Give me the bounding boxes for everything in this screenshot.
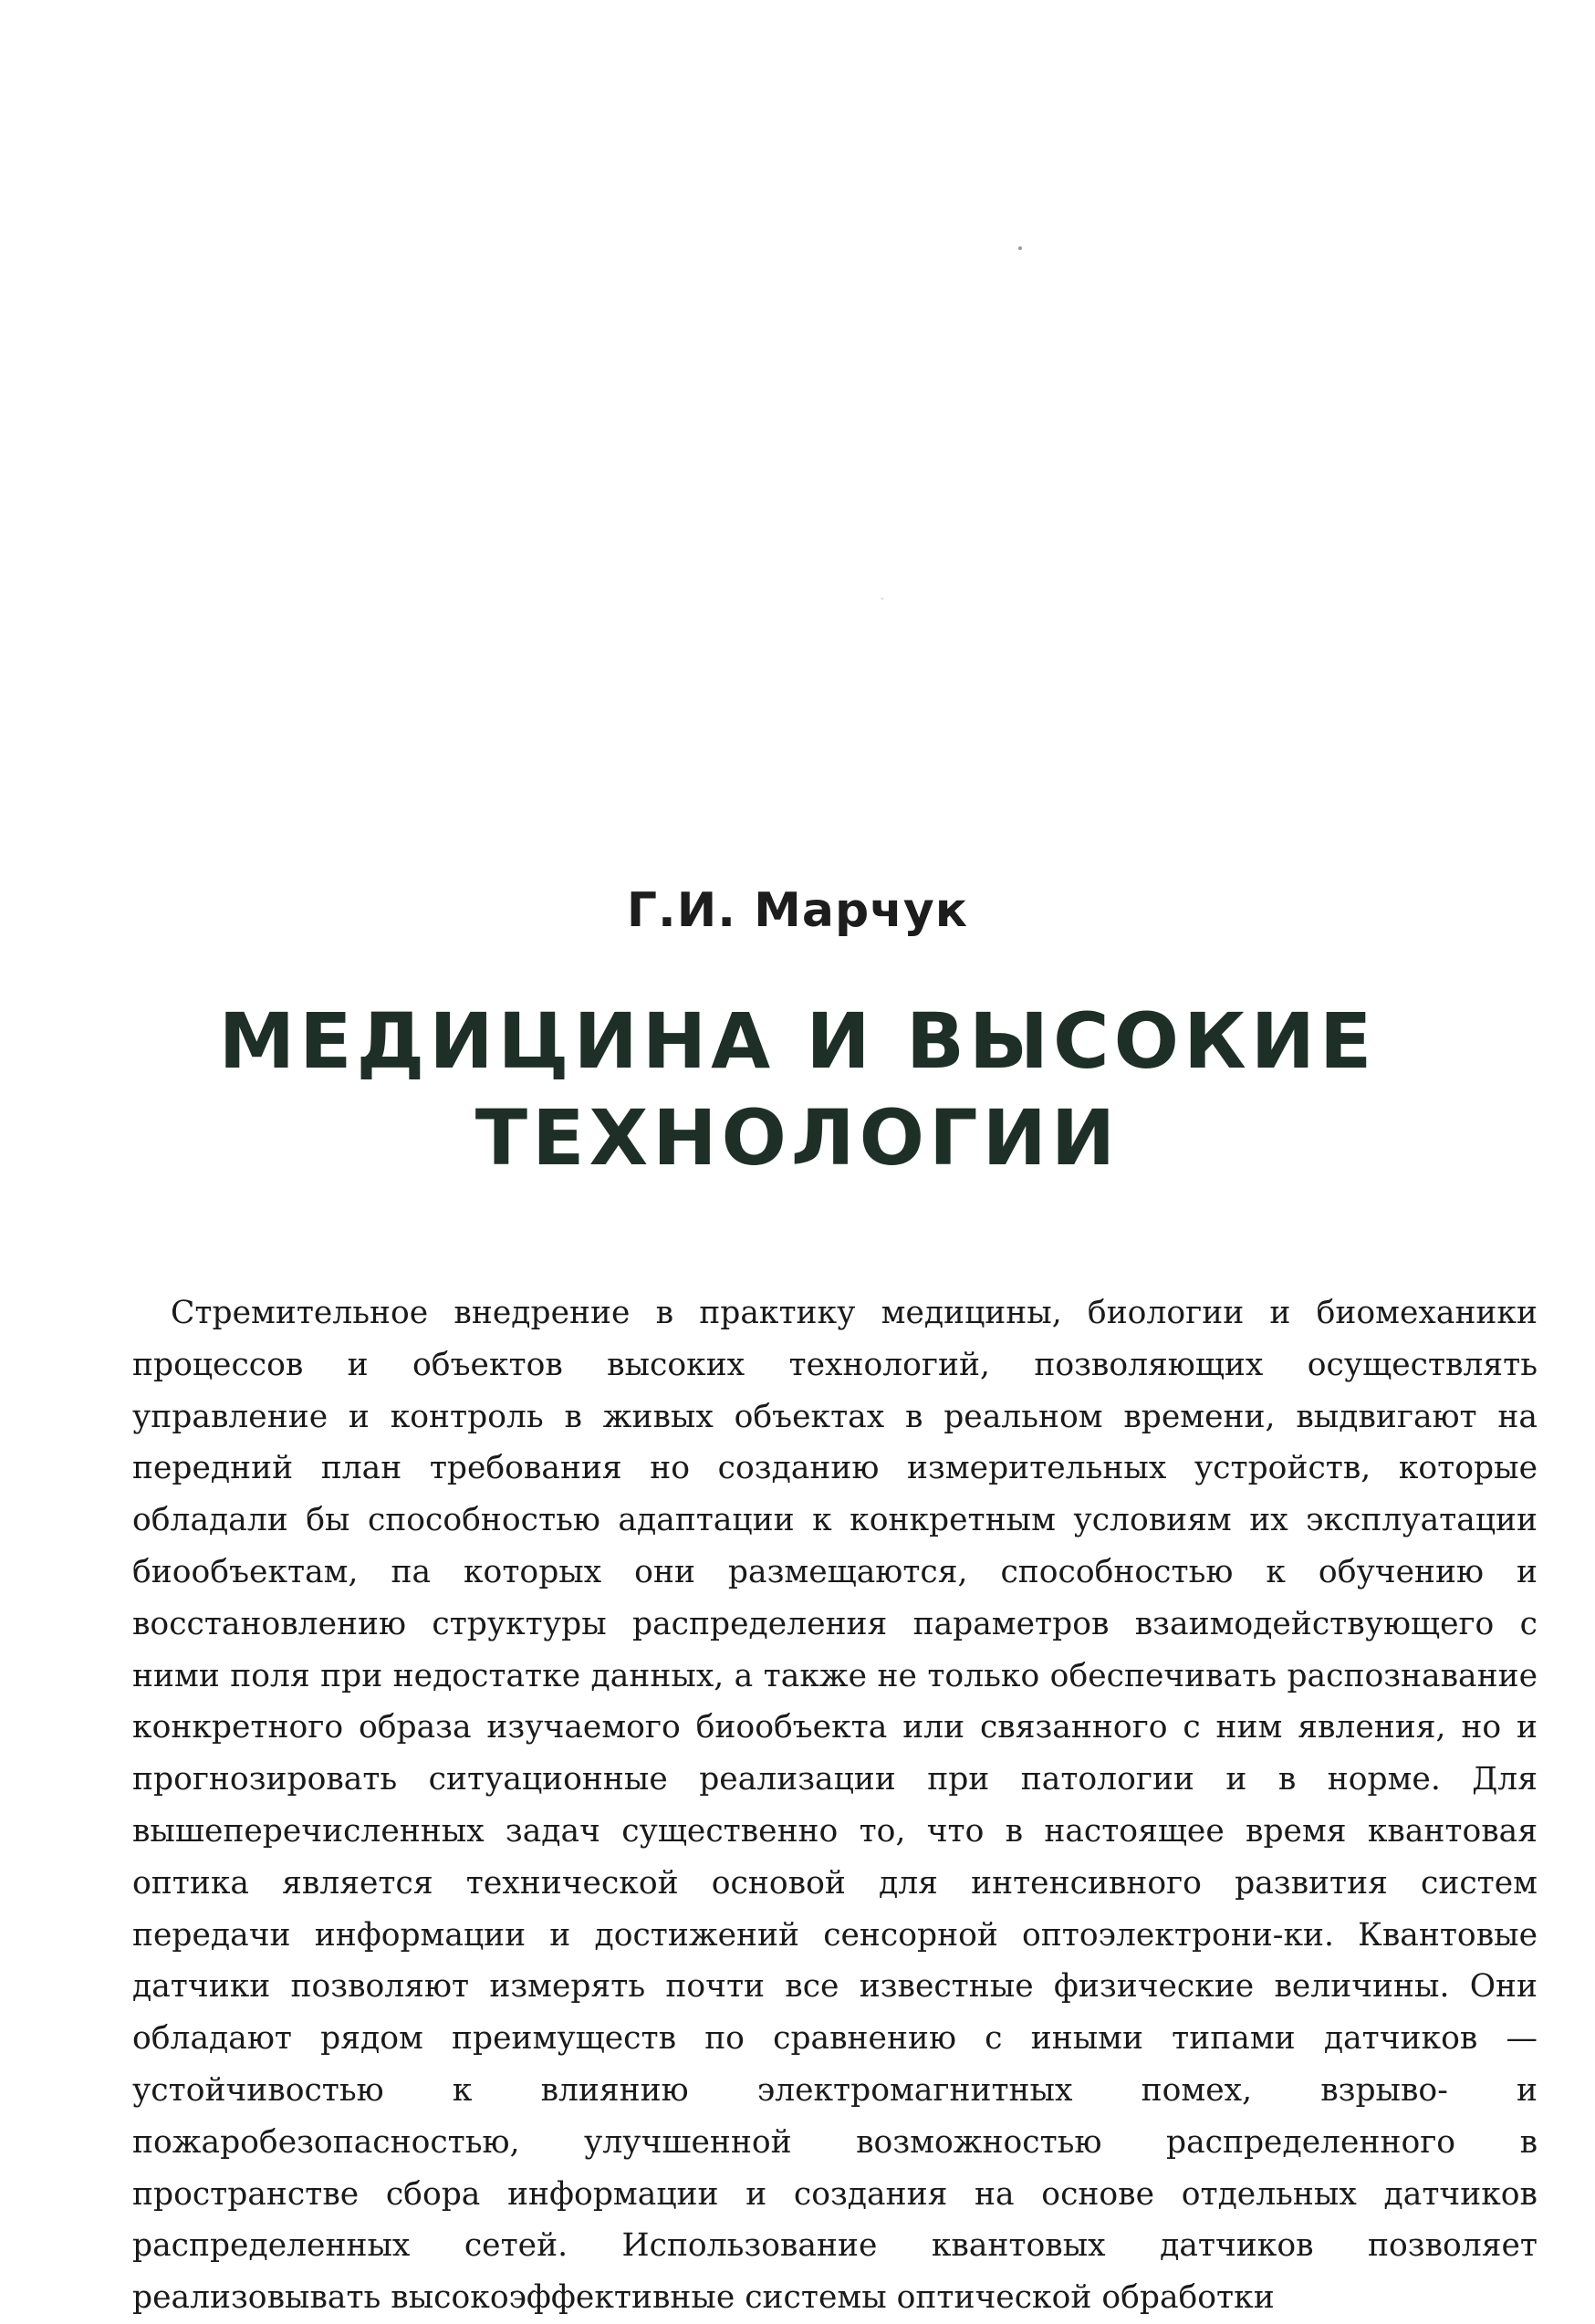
scan-speck: [881, 598, 883, 599]
article-title-line-2: ТЕХНОЛОГИИ: [474, 1093, 1121, 1183]
article-title-line-1: МЕДИЦИНА И ВЫСОКИЕ: [218, 996, 1377, 1086]
body-paragraph: Стремительное внедрение в практику медицины, биологии и биомеханики процессов и объектов высоких технологий, позволяющих осуществлять управление и контроль в живых объектах в реальном времени, выдвигают на передний план требования но созданию измерительных устройств, которые обладали бы способностью адаптации к конкретным условиям их эксплуатации биообъектам, па которых они размещаются, способностью к обучению и восстановлению структуры распределения параметров взаимодействующего с ними поля при недостатке данных, а также не только обеспечивать распознавание конкретного образа изучаемого биообъекта или связанного с ним явления, но и прогнозировать ситуационные реализации при патологии и в норме. Для вышеперечисленных задач существенно то, что в настоящее время квантовая оптика является технической основой для интенсивного развития систем передачи информации и достижений сенсорной оптоэлектрони-ки. Квантовые датчики позволяют измерять почти все известные физические величины. Они обладают рядом преимуществ по сравнению с иными типами датчиков — устойчивостью к влиянию электромагнитных помех, взрыво- и пожаробезопасностью, улучшенной возможностью распределенного в пространстве сбора информации и создания на основе отдельных датчиков распределенных сетей. Использование квантовых датчиков позволяет реализовывать высокоэффективные системы оптической обработки: [132, 1295, 1538, 2317]
author-name: Г.И. Марчук: [626, 883, 969, 938]
article-title: [0, 993, 1595, 1186]
scan-speck: [1018, 246, 1022, 250]
